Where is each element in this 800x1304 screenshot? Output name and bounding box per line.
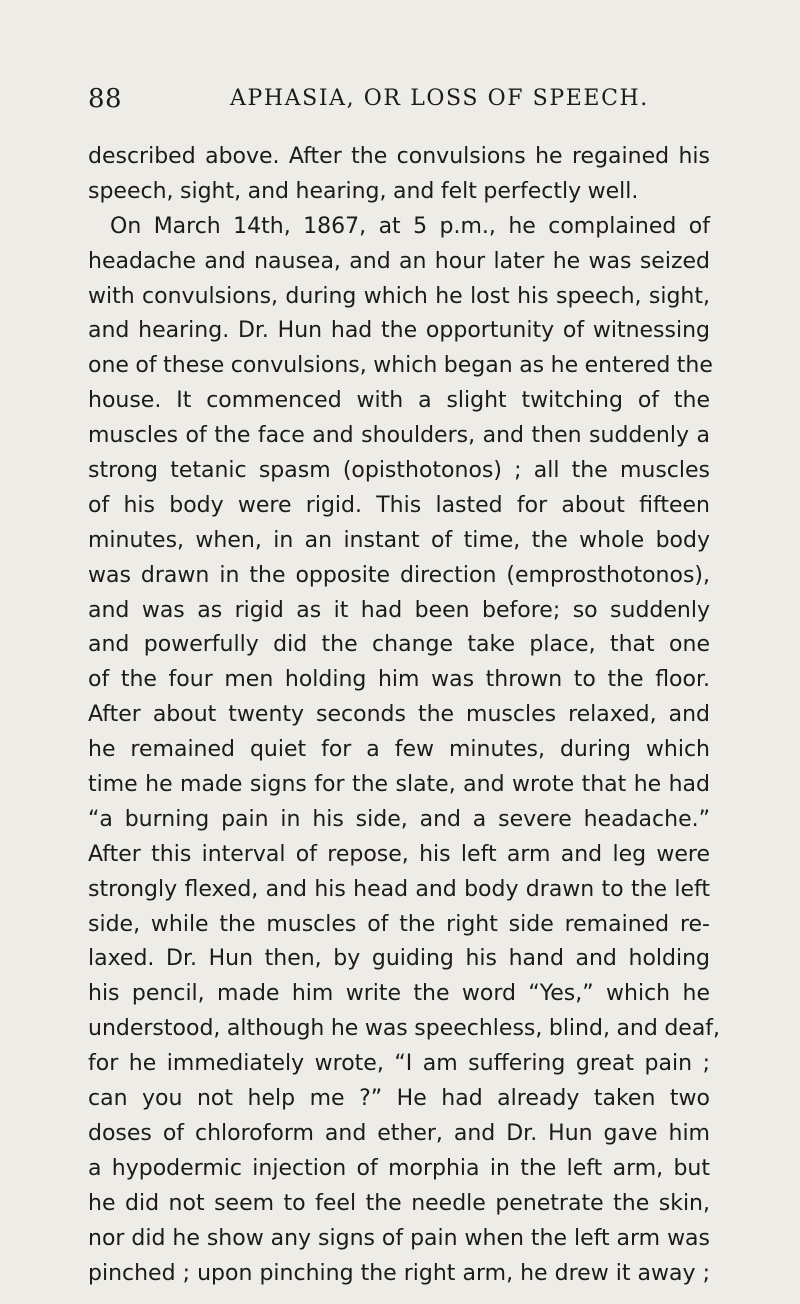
text-line: nor did he show any signs of pain when the left arm was bbox=[88, 1225, 710, 1251]
text-line: for he immediately wrote, “I am suffering great pain ; bbox=[88, 1051, 710, 1077]
text-line: understood, although he was speechless, blind, and deaf, bbox=[88, 1016, 721, 1042]
page-header bbox=[88, 84, 708, 116]
text-line: side, while the muscles of the right side remained re- bbox=[88, 911, 710, 937]
text-line: speech, sight, and hearing, and felt perfectly well. bbox=[88, 178, 639, 204]
text-line: he did not seem to feel the needle penetrate the skin, bbox=[88, 1190, 710, 1216]
text-line: strongly flexed, and his head and body drawn to the left bbox=[88, 876, 710, 902]
text-line: his pencil, made him write the word “Yes,” which he bbox=[88, 981, 710, 1007]
text-line: of the four men holding him was thrown to the floor. bbox=[88, 667, 710, 693]
text-line: and was as rigid as it had been before; so suddenly bbox=[88, 597, 710, 623]
body-text bbox=[88, 140, 721, 1291]
page-number: 88 bbox=[88, 84, 123, 114]
text-line: of his body were rigid. This lasted for about fifteen bbox=[88, 492, 710, 518]
text-line: described above. After the convulsions he regained his bbox=[88, 144, 710, 169]
text-line: and hearing. Dr. Hun had the opportunity of witnessing bbox=[88, 318, 710, 344]
text-line: After this interval of repose, his left arm and leg were bbox=[88, 841, 710, 867]
text-line: On March 14th, 1867, at 5 p.m., he complained of bbox=[110, 213, 710, 239]
text-line: time he made signs for the slate, and wrote that he had bbox=[88, 772, 710, 798]
text-line: one of these convulsions, which began as he entered the bbox=[88, 353, 713, 379]
text-line: strong tetanic spasm (opisthotonos) ; all the muscles bbox=[88, 458, 710, 484]
text-line: doses of chloroform and ether, and Dr. Hun gave him bbox=[88, 1120, 710, 1146]
text-line: can you not help me ?” He had already taken two bbox=[88, 1086, 710, 1112]
running-head: APHASIA, OR LOSS OF SPEECH. bbox=[230, 86, 649, 111]
text-line: headache and nausea, and an hour later he was seized bbox=[88, 248, 710, 274]
text-line: muscles of the face and shoulders, and then suddenly a bbox=[88, 423, 710, 449]
text-line: he remained quiet for a few minutes, during which bbox=[88, 737, 710, 763]
text-line: pinched ; upon pinching the right arm, he drew it away ; bbox=[88, 1260, 710, 1286]
text-line: was drawn in the opposite direction (emprosthotonos), bbox=[88, 562, 710, 588]
text-line: laxed. Dr. Hun then, by guiding his hand and holding bbox=[88, 946, 710, 972]
text-line: “a burning pain in his side, and a severe headache.” bbox=[88, 806, 710, 832]
text-line: and powerfully did the change take place, that one bbox=[88, 632, 710, 658]
text-line: house. It commenced with a slight twitching of the bbox=[88, 388, 710, 414]
text-line: with convulsions, during which he lost his speech, sight, bbox=[88, 283, 710, 309]
text-line: After about twenty seconds the muscles relaxed, and bbox=[88, 702, 710, 728]
text-line: minutes, when, in an instant of time, the whole body bbox=[88, 527, 710, 553]
text-line: a hypodermic injection of morphia in the left arm, but bbox=[88, 1155, 710, 1181]
